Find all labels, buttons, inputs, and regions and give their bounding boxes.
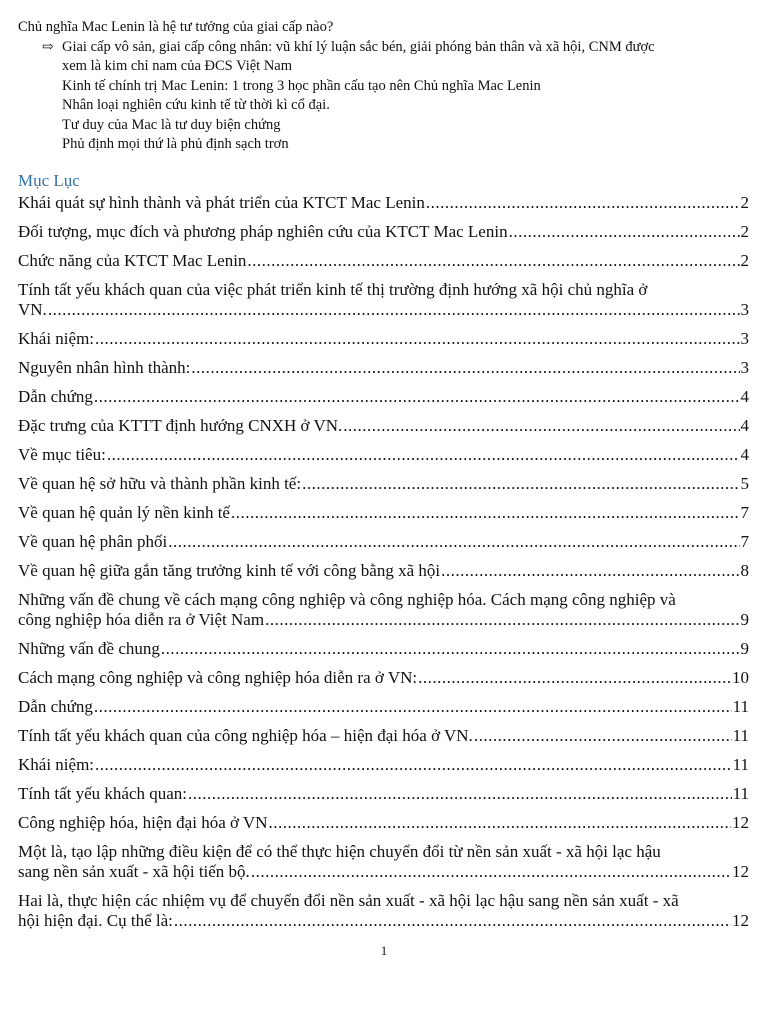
toc-entry-line [18, 610, 749, 630]
dot-leader [426, 193, 740, 213]
dot-leader [268, 813, 731, 833]
dot-leader [94, 387, 740, 407]
toc-entry-title: Dẫn chứng [18, 697, 93, 716]
right-arrow-icon: ⇨ [42, 39, 54, 55]
intro-answer-bullet [18, 38, 758, 77]
toc-entry-line [18, 639, 749, 659]
toc-entry-line [18, 300, 749, 320]
toc-entry-title: Tính tất yếu khách quan: [18, 784, 188, 803]
toc-entry-page: 10 [732, 668, 749, 687]
dot-leader [95, 755, 732, 775]
dot-leader [161, 639, 740, 659]
toc-entry[interactable] [18, 222, 749, 242]
toc-entry-line [18, 668, 749, 688]
toc-entry-line [18, 503, 749, 523]
toc-entry-line [18, 697, 749, 717]
toc-entry-title: Nguyên nhân hình thành: [18, 358, 191, 377]
toc-entry-line [18, 445, 749, 465]
toc-entry-page: 7 [740, 532, 749, 551]
toc-entry-title: Công nghiệp hóa, hiện đại hóa ở VN [18, 813, 268, 832]
toc-entry-title: Cách mạng công nghiệp và công nghiệp hóa diễn ra ở VN: [18, 668, 418, 687]
toc-entry-page: 3 [740, 329, 749, 348]
toc-entry[interactable] [18, 891, 749, 931]
dot-leader [174, 911, 731, 931]
toc-entry[interactable] [18, 445, 749, 465]
toc-entry-line [18, 251, 749, 271]
toc-entry[interactable] [18, 755, 749, 775]
intro-note-1: Kinh tế chính trị Mac Lenin: 1 trong 3 học phần cấu tạo nên Chủ nghĩa Mac Lenin [62, 77, 541, 94]
toc-entry-title: Những vấn đề chung về cách mạng công nghiệp và công nghiệp hóa. Cách mạng công nghiệp và [18, 590, 676, 609]
dot-leader [107, 445, 740, 465]
toc-entry-title: Về mục tiêu: [18, 445, 106, 464]
toc-entry-line [18, 474, 749, 494]
toc-entry-page: 12 [732, 911, 749, 930]
toc-entry-title: Về quan hệ giữa gắn tăng trưởng kinh tế với công bằng xã hội [18, 561, 441, 580]
toc-entry[interactable] [18, 813, 749, 833]
toc-entry-line [18, 813, 749, 833]
toc-entry-title: Một là, tạo lập những điều kiện để có thể thực hiện chuyển đổi từ nền sản xuất - xã hội lạc hậu [18, 842, 661, 861]
toc-heading: Mục Lục [18, 171, 80, 190]
toc-entry-page: 7 [740, 503, 749, 522]
intro-note-3: Tư duy của Mac là tư duy biện chứng [62, 116, 281, 133]
dot-leader [95, 329, 739, 349]
toc-entry[interactable] [18, 193, 749, 213]
toc-entry-line [18, 911, 749, 931]
toc-entry-line [18, 561, 749, 581]
toc-entry-page: 2 [740, 251, 749, 270]
dot-leader [247, 251, 739, 271]
dot-leader [188, 784, 732, 804]
toc-entry-page: 9 [740, 610, 749, 629]
intro-note-2: Nhân loại nghiên cứu kinh tế từ thời kì cổ đại. [62, 97, 330, 113]
intro-note-4: Phủ định mọi thứ là phủ định sạch trơn [62, 136, 289, 152]
toc-entry[interactable] [18, 358, 749, 378]
toc-entry-page: 12 [732, 862, 749, 881]
toc-entry-page: 5 [740, 474, 749, 493]
toc-entry-line [18, 358, 749, 378]
toc-entry-page: 11 [732, 755, 749, 774]
dot-leader [343, 416, 739, 436]
dot-leader [168, 532, 739, 552]
toc-entry-title: Dẫn chứng [18, 387, 93, 406]
toc-entry-page: 8 [740, 561, 749, 580]
dot-leader [94, 697, 732, 717]
toc-entry-page: 11 [732, 784, 749, 803]
dot-leader [509, 222, 740, 242]
toc-entry[interactable] [18, 532, 749, 552]
page-number: 1 [380, 943, 388, 958]
toc-entry-title: Khái niệm: [18, 755, 95, 774]
toc-entry[interactable] [18, 251, 749, 271]
toc-entry-title: VN. [18, 300, 47, 319]
toc-entry[interactable] [18, 697, 749, 717]
dot-leader [191, 358, 739, 378]
toc-entry-page: 4 [740, 416, 749, 435]
toc-entry-line [18, 329, 749, 349]
toc-entry-page: 9 [740, 639, 749, 658]
toc-entry-page: 2 [740, 222, 749, 241]
dot-leader [265, 610, 739, 630]
toc-entry-line [18, 784, 749, 804]
toc-entry-page: 3 [740, 300, 749, 319]
toc-entry[interactable] [18, 280, 749, 320]
toc-entry[interactable] [18, 474, 749, 494]
toc-entry-title: Về quan hệ quản lý nền kinh tế [18, 503, 230, 522]
toc-entry-line [18, 387, 749, 407]
toc-entry-title: Tính tất yếu khách quan của công nghiệp hóa – hiện đại hóa ở VN. [18, 726, 473, 745]
table-of-contents [18, 193, 749, 940]
toc-entry-page: 12 [732, 813, 749, 832]
toc-entry-title: Chức năng của KTCT Mac Lenin [18, 251, 247, 270]
dot-leader [441, 561, 739, 581]
toc-entry[interactable] [18, 726, 749, 746]
toc-entry-title: hội hiện đại. Cụ thể là: [18, 911, 173, 930]
intro-answer-line-2: xem là kim chỉ nam của ĐCS Việt Nam [62, 58, 293, 74]
toc-entry[interactable] [18, 503, 749, 523]
toc-entry-line [18, 755, 749, 775]
toc-entry-page: 11 [732, 697, 749, 716]
toc-entry-title: sang nền sản xuất - xã hội tiến bộ. [18, 862, 250, 881]
toc-entry-title: Những vấn đề chung [18, 639, 160, 658]
toc-entry-page: 4 [740, 445, 749, 464]
toc-entry[interactable] [18, 329, 749, 349]
toc-entry-title: công nghiệp hóa diễn ra ở Việt Nam [18, 610, 265, 629]
toc-entry[interactable] [18, 561, 749, 581]
toc-entry-line [18, 532, 749, 552]
dot-leader [302, 474, 739, 494]
toc-entry[interactable] [18, 416, 749, 436]
toc-entry[interactable] [18, 668, 749, 688]
toc-entry-line [18, 222, 749, 242]
toc-entry-title: Tính tất yếu khách quan của việc phát triển kinh tế thị trường định hướng xã hội chủ nghĩa ở [18, 280, 648, 299]
dot-leader [48, 300, 740, 320]
toc-entry[interactable] [18, 590, 749, 630]
intro-question: Chủ nghĩa Mac Lenin là hệ tư tưởng của giai cấp nào? [18, 19, 334, 35]
toc-entry-line [18, 416, 749, 436]
dot-leader [251, 862, 731, 882]
toc-entry-page: 2 [740, 193, 749, 212]
toc-entry-title: Khái quát sự hình thành và phát triển của KTCT Mac Lenin [18, 193, 425, 212]
toc-entry-line [18, 193, 749, 213]
intro-notes [18, 18, 758, 155]
toc-entry-title: Đặc trưng của KTTT định hướng CNXH ở VN. [18, 416, 343, 435]
toc-entry[interactable] [18, 842, 749, 882]
toc-entry[interactable] [18, 784, 749, 804]
toc-entry-title: Về quan hệ phân phối [18, 532, 168, 551]
toc-entry-title: Đối tượng, mục đích và phương pháp nghiên cứu của KTCT Mac Lenin [18, 222, 508, 241]
toc-entry-page: 4 [740, 387, 749, 406]
toc-entry-line [18, 862, 749, 882]
toc-entry[interactable] [18, 639, 749, 659]
intro-answer-line-1: Giai cấp vô sản, giai cấp công nhân: vũ khí lý luận sắc bén, giải phóng bản thân và xã hội, CNM được [62, 38, 655, 55]
toc-entry[interactable] [18, 387, 749, 407]
dot-leader [231, 503, 740, 523]
toc-entry-page: 11 [732, 726, 749, 745]
toc-entry-page: 3 [740, 358, 749, 377]
toc-entry-line [18, 726, 749, 746]
dot-leader [418, 668, 731, 688]
toc-entry-title: Khái niệm: [18, 329, 95, 348]
dot-leader [474, 726, 732, 746]
toc-entry-title: Hai là, thực hiện các nhiệm vụ để chuyển đổi nền sản xuất - xã hội lạc hậu sang nền sản xuất - xã [18, 891, 679, 910]
toc-entry-title: Về quan hệ sở hữu và thành phần kinh tế: [18, 474, 302, 493]
